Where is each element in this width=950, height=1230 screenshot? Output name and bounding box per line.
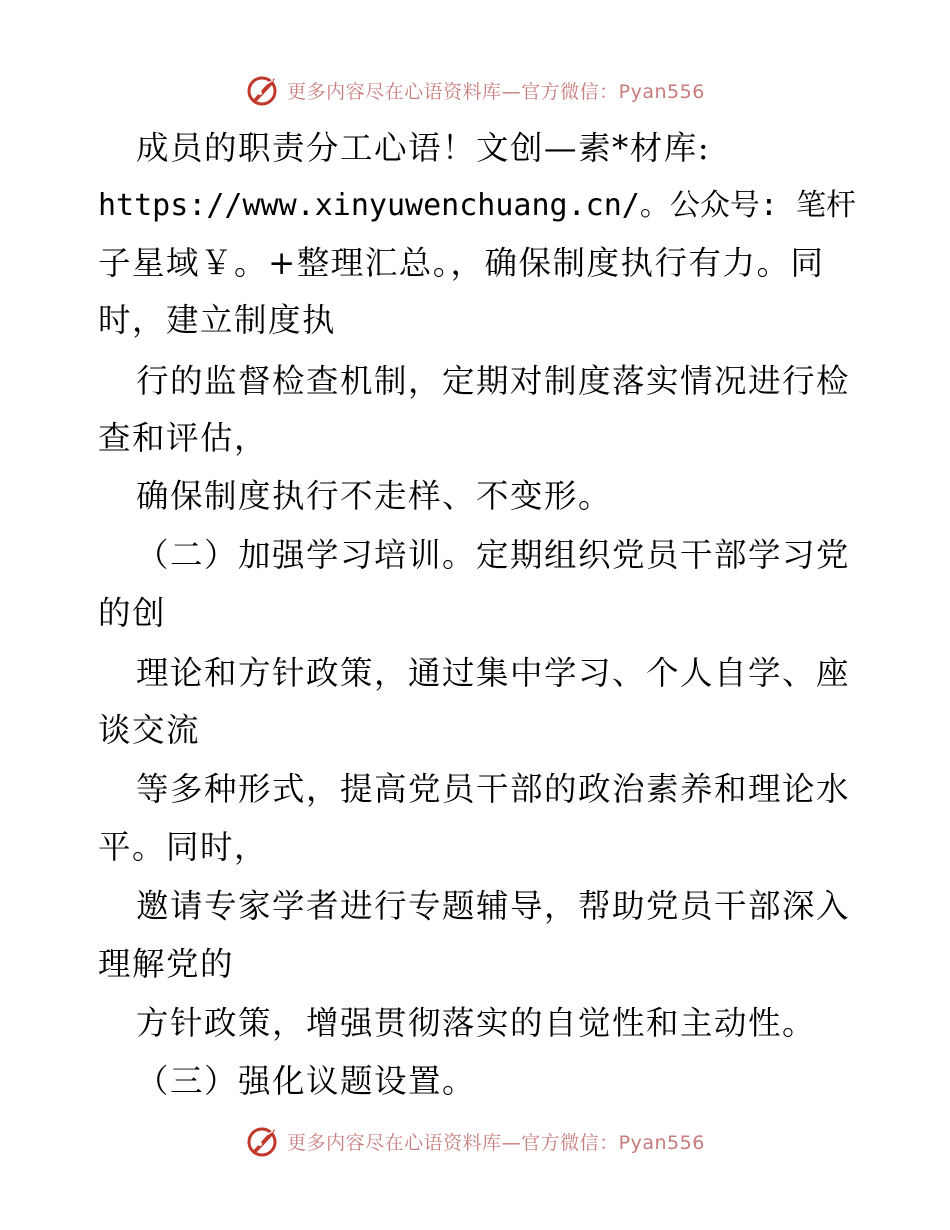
text-line: 确保制度执行不走样、不变形。 bbox=[136, 477, 613, 515]
text-line: 理论和方针政策，通过集中学习、个人自学、座 bbox=[136, 654, 851, 692]
text-line: 等多种形式，提高党员干部的政治素养和理论水 bbox=[136, 770, 851, 808]
text-line: 查和评估， bbox=[98, 419, 269, 457]
text-line: 子星域￥。+整理汇总。，确保制度执行有力。同 bbox=[98, 244, 825, 282]
text-line: 方针政策，增强贯彻落实的自觉性和主动性。 bbox=[136, 1004, 817, 1042]
text-line: 理解党的 bbox=[98, 945, 235, 983]
text-line: 谈交流 bbox=[98, 711, 201, 749]
footer-watermark bbox=[0, 1121, 950, 1161]
text-line: 的创 bbox=[98, 594, 167, 632]
text-line: 时，建立制度执 bbox=[98, 301, 337, 339]
watermark-text: 更多内容尽在心语资料库—官方微信：Pyan556 bbox=[287, 1131, 705, 1154]
text-line: 行的监督检查机制，定期对制度落实情况进行检 bbox=[136, 362, 851, 400]
text-line: 成员的职责分工心语！文创—素*材库: bbox=[136, 129, 711, 167]
quill-pen-logo-icon bbox=[245, 1123, 281, 1159]
text-line: https://www.xinyuwenchuang.cn/。公众号: 笔杆 bbox=[98, 188, 856, 223]
section-heading: （二）加强学习培训。定期组织党员干部学习党 bbox=[136, 536, 851, 574]
text-line: 邀请专家学者进行专题辅导，帮助党员干部深入 bbox=[136, 887, 851, 925]
watermark-text: 更多内容尽在心语资料库—官方微信：Pyan556 bbox=[287, 80, 705, 103]
section-heading: （三）强化议题设置。 bbox=[136, 1062, 477, 1100]
text-line: 平。同时， bbox=[98, 828, 269, 866]
